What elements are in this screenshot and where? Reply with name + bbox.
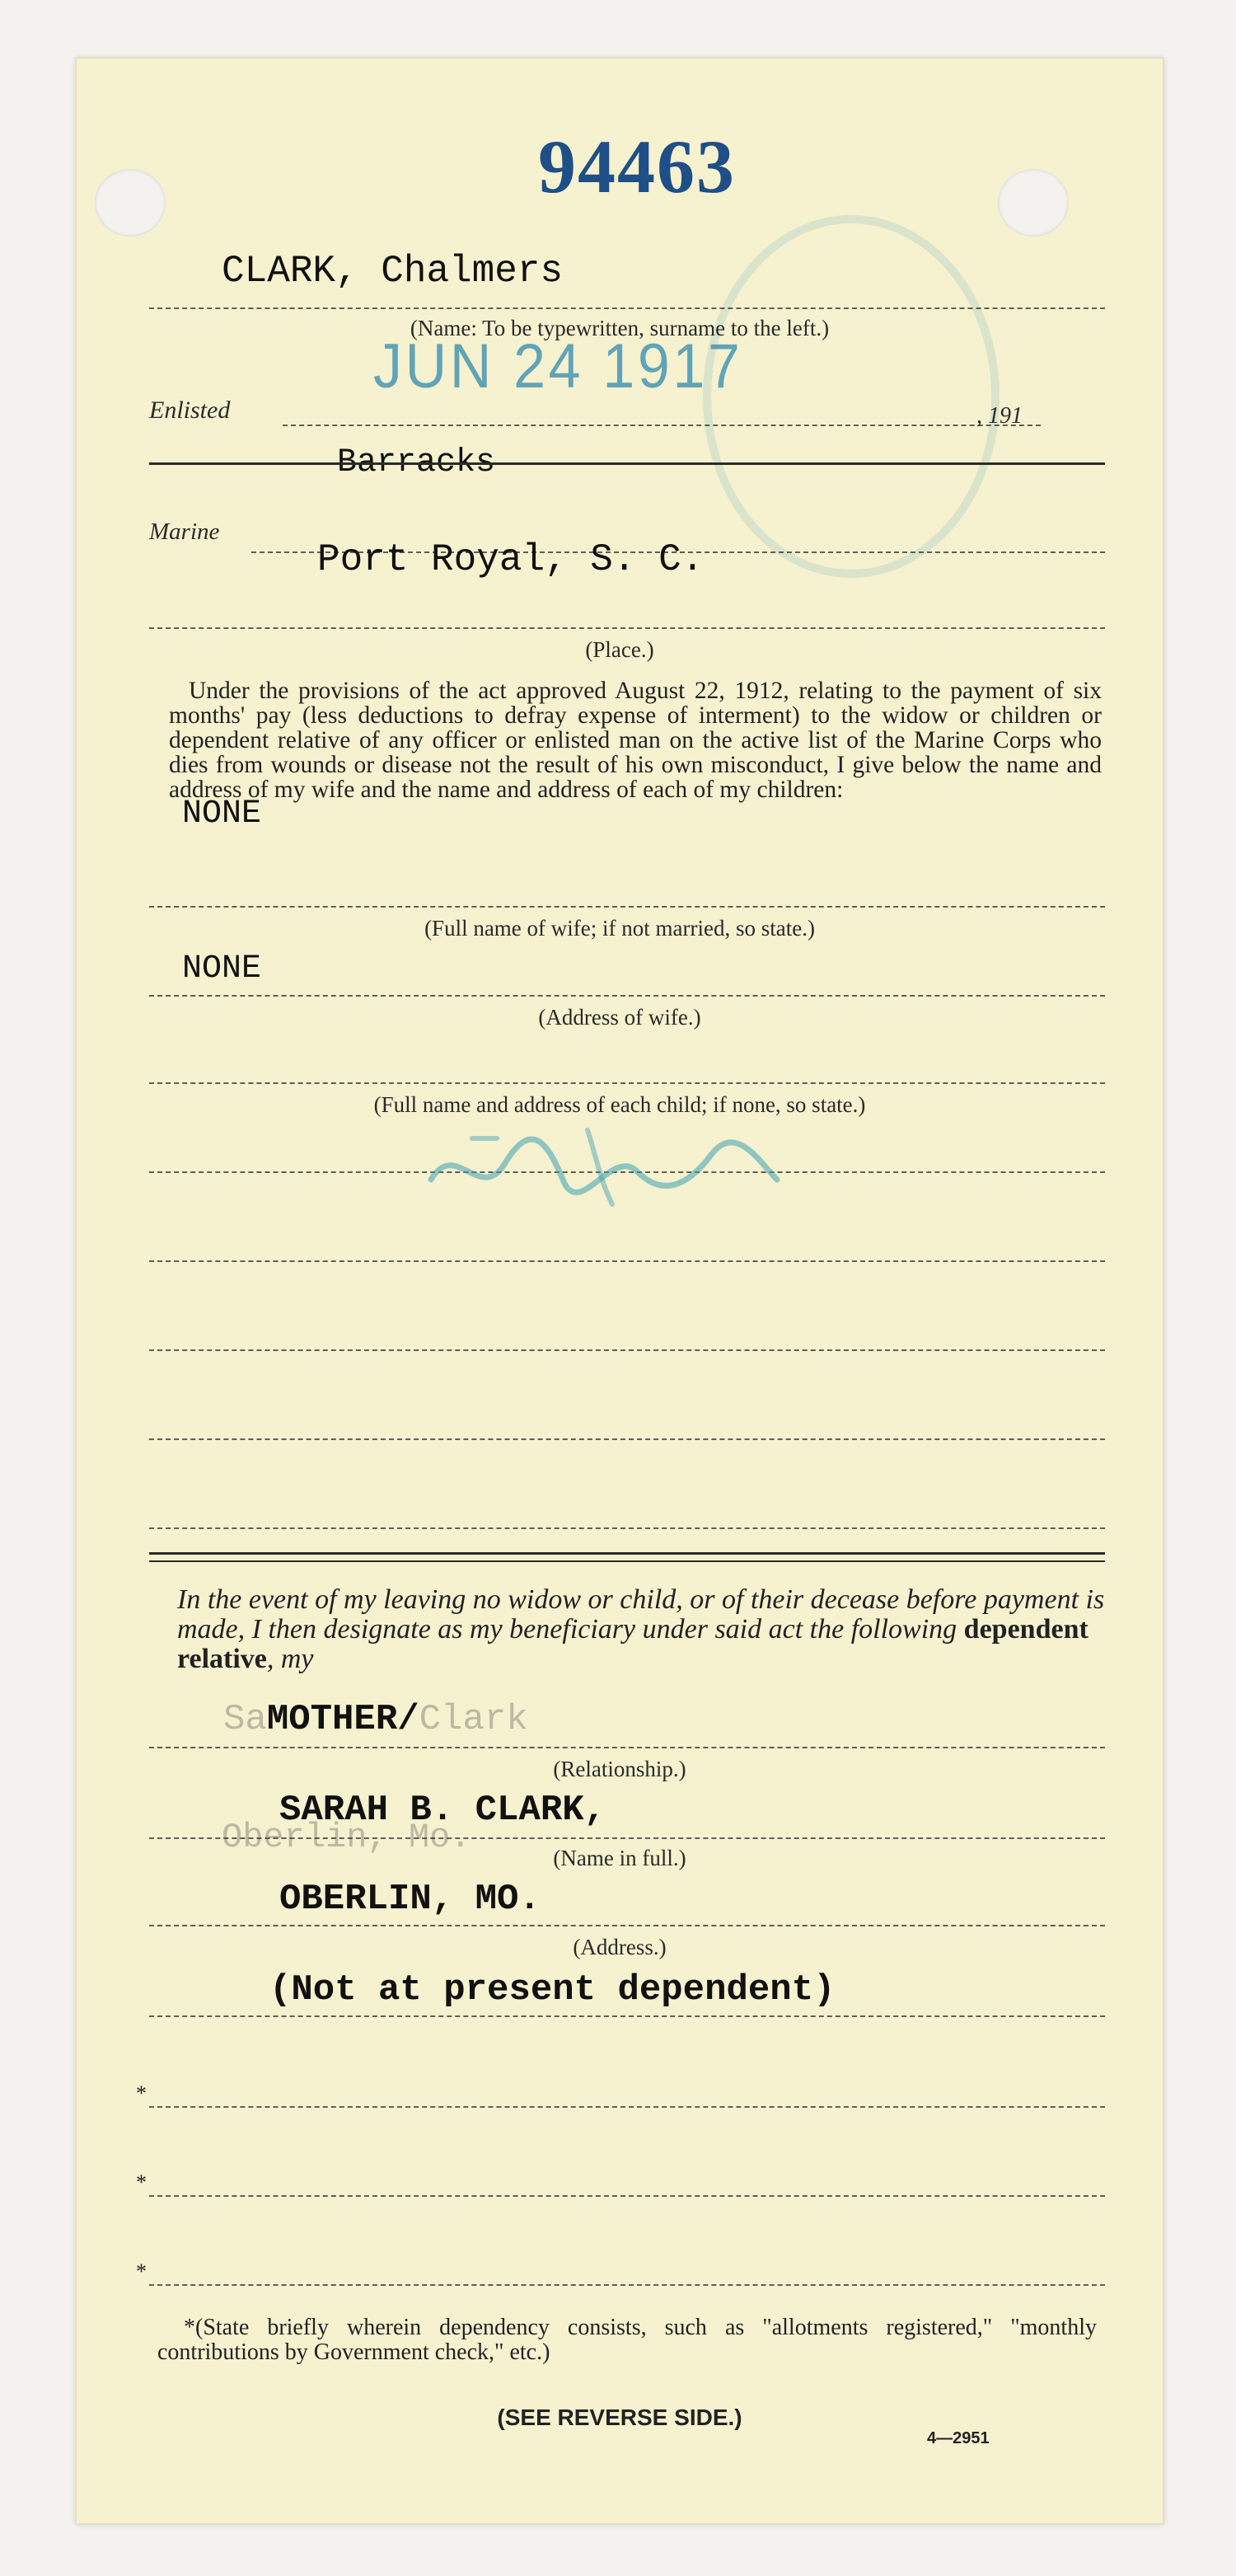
relationship-line: [149, 1747, 1105, 1748]
wife-address-caption: (Address of wife.): [538, 1005, 701, 1030]
children-line-6: [149, 1527, 1105, 1529]
children-caption: (Full name and address of each child; if none, so state.): [373, 1092, 866, 1117]
enlisted-date-stamp: JUN 24 1917: [373, 331, 743, 401]
typed-wife-name: NONE: [182, 795, 262, 833]
barracks-struck: Barracks: [337, 444, 496, 481]
typed-dependency: (Not at present dependent): [269, 1969, 836, 2011]
beneficiary-intro: In the event of my leaving no widow or child, or of their decease before payment is made, I then designate as my beneficiary under said act the following dependent relative, my: [177, 1584, 1105, 1674]
overtyped-name: Oberlin, Mo.: [222, 1818, 471, 1857]
relationship-caption: (Relationship.): [553, 1757, 686, 1781]
form-number: 4—2951: [927, 2429, 990, 2447]
typed-relationship: SaMOTHER/Clark: [223, 1699, 528, 1740]
children-line-4: [149, 1349, 1105, 1351]
barracks-strike-line: [149, 462, 1105, 465]
punch-hole-right: [998, 169, 1069, 237]
punch-hole-left: [95, 169, 166, 237]
dependency-star-2: *: [136, 2170, 147, 2194]
wife-name-line: [149, 906, 1105, 908]
section-rule-bottom: [149, 1560, 1105, 1562]
dependency-line-3: [149, 2195, 1105, 2197]
enlistment-card: [76, 58, 1163, 2524]
name-caption: (Name: To be typewritten, surname to the left.): [410, 316, 830, 340]
children-line-1: [149, 1082, 1105, 1084]
enlisted-line: [283, 425, 1041, 426]
dependency-star-1: *: [136, 2081, 147, 2105]
children-line-5: [149, 1438, 1105, 1440]
typed-place: Port Royal, S. C.: [317, 538, 705, 581]
received-stamp-circle: [703, 215, 1000, 578]
place-caption: (Place.): [585, 637, 654, 662]
enlisted-year-suffix: , 191: [976, 403, 1023, 429]
stamp-signature-scribble: [423, 1105, 785, 1221]
address-line: [149, 1925, 1105, 1926]
typed-beneficiary-name: SARAH B. CLARK,: [279, 1790, 606, 1831]
section-rule-top: [149, 1552, 1105, 1555]
dependency-star-3: *: [136, 2259, 147, 2283]
serial-number: 94463: [538, 124, 736, 209]
provisions-paragraph: Under the provisions of the act approved August 22, 1912, relating to the payment of six months' pay (less deductions to defray expense of interment) to the widow or children or dependent relative of any officer or enlisted man on the active list of the Marine Corps who dies from wounds or disease not the result of his own misconduct, I give below the name and address of my wife and the name and address of each of my children:: [169, 678, 1102, 803]
name-line: [149, 307, 1105, 309]
dependency-line-1: [149, 2015, 1105, 2017]
typed-beneficiary-address: OBERLIN, MO.: [279, 1879, 541, 1920]
wife-name-caption: (Full name of wife; if not married, so state.): [424, 916, 815, 941]
dependency-line-4: [149, 2284, 1105, 2286]
beneficiary-intro-bold: dependent relative: [177, 1614, 1089, 1674]
enlisted-label: Enlisted: [149, 396, 231, 424]
marine-label: Marine: [149, 518, 220, 545]
typed-name: CLARK, Chalmers: [222, 250, 564, 293]
address-caption: (Address.): [573, 1935, 667, 1959]
name-in-full-caption: (Name in full.): [553, 1846, 686, 1870]
name-in-full-line: [149, 1837, 1105, 1839]
dependency-line-2: [149, 2106, 1105, 2108]
footnote: *(State briefly wherein dependency consists, such as "allotments registered," "monthly contributions by Government check," etc.): [157, 2315, 1097, 2365]
typed-wife-address: NONE: [182, 950, 262, 988]
wife-address-line: [149, 995, 1105, 997]
see-reverse-side: (SEE REVERSE SIDE.): [497, 2405, 742, 2430]
place-line: [149, 627, 1105, 629]
children-line-3: [149, 1260, 1105, 1262]
